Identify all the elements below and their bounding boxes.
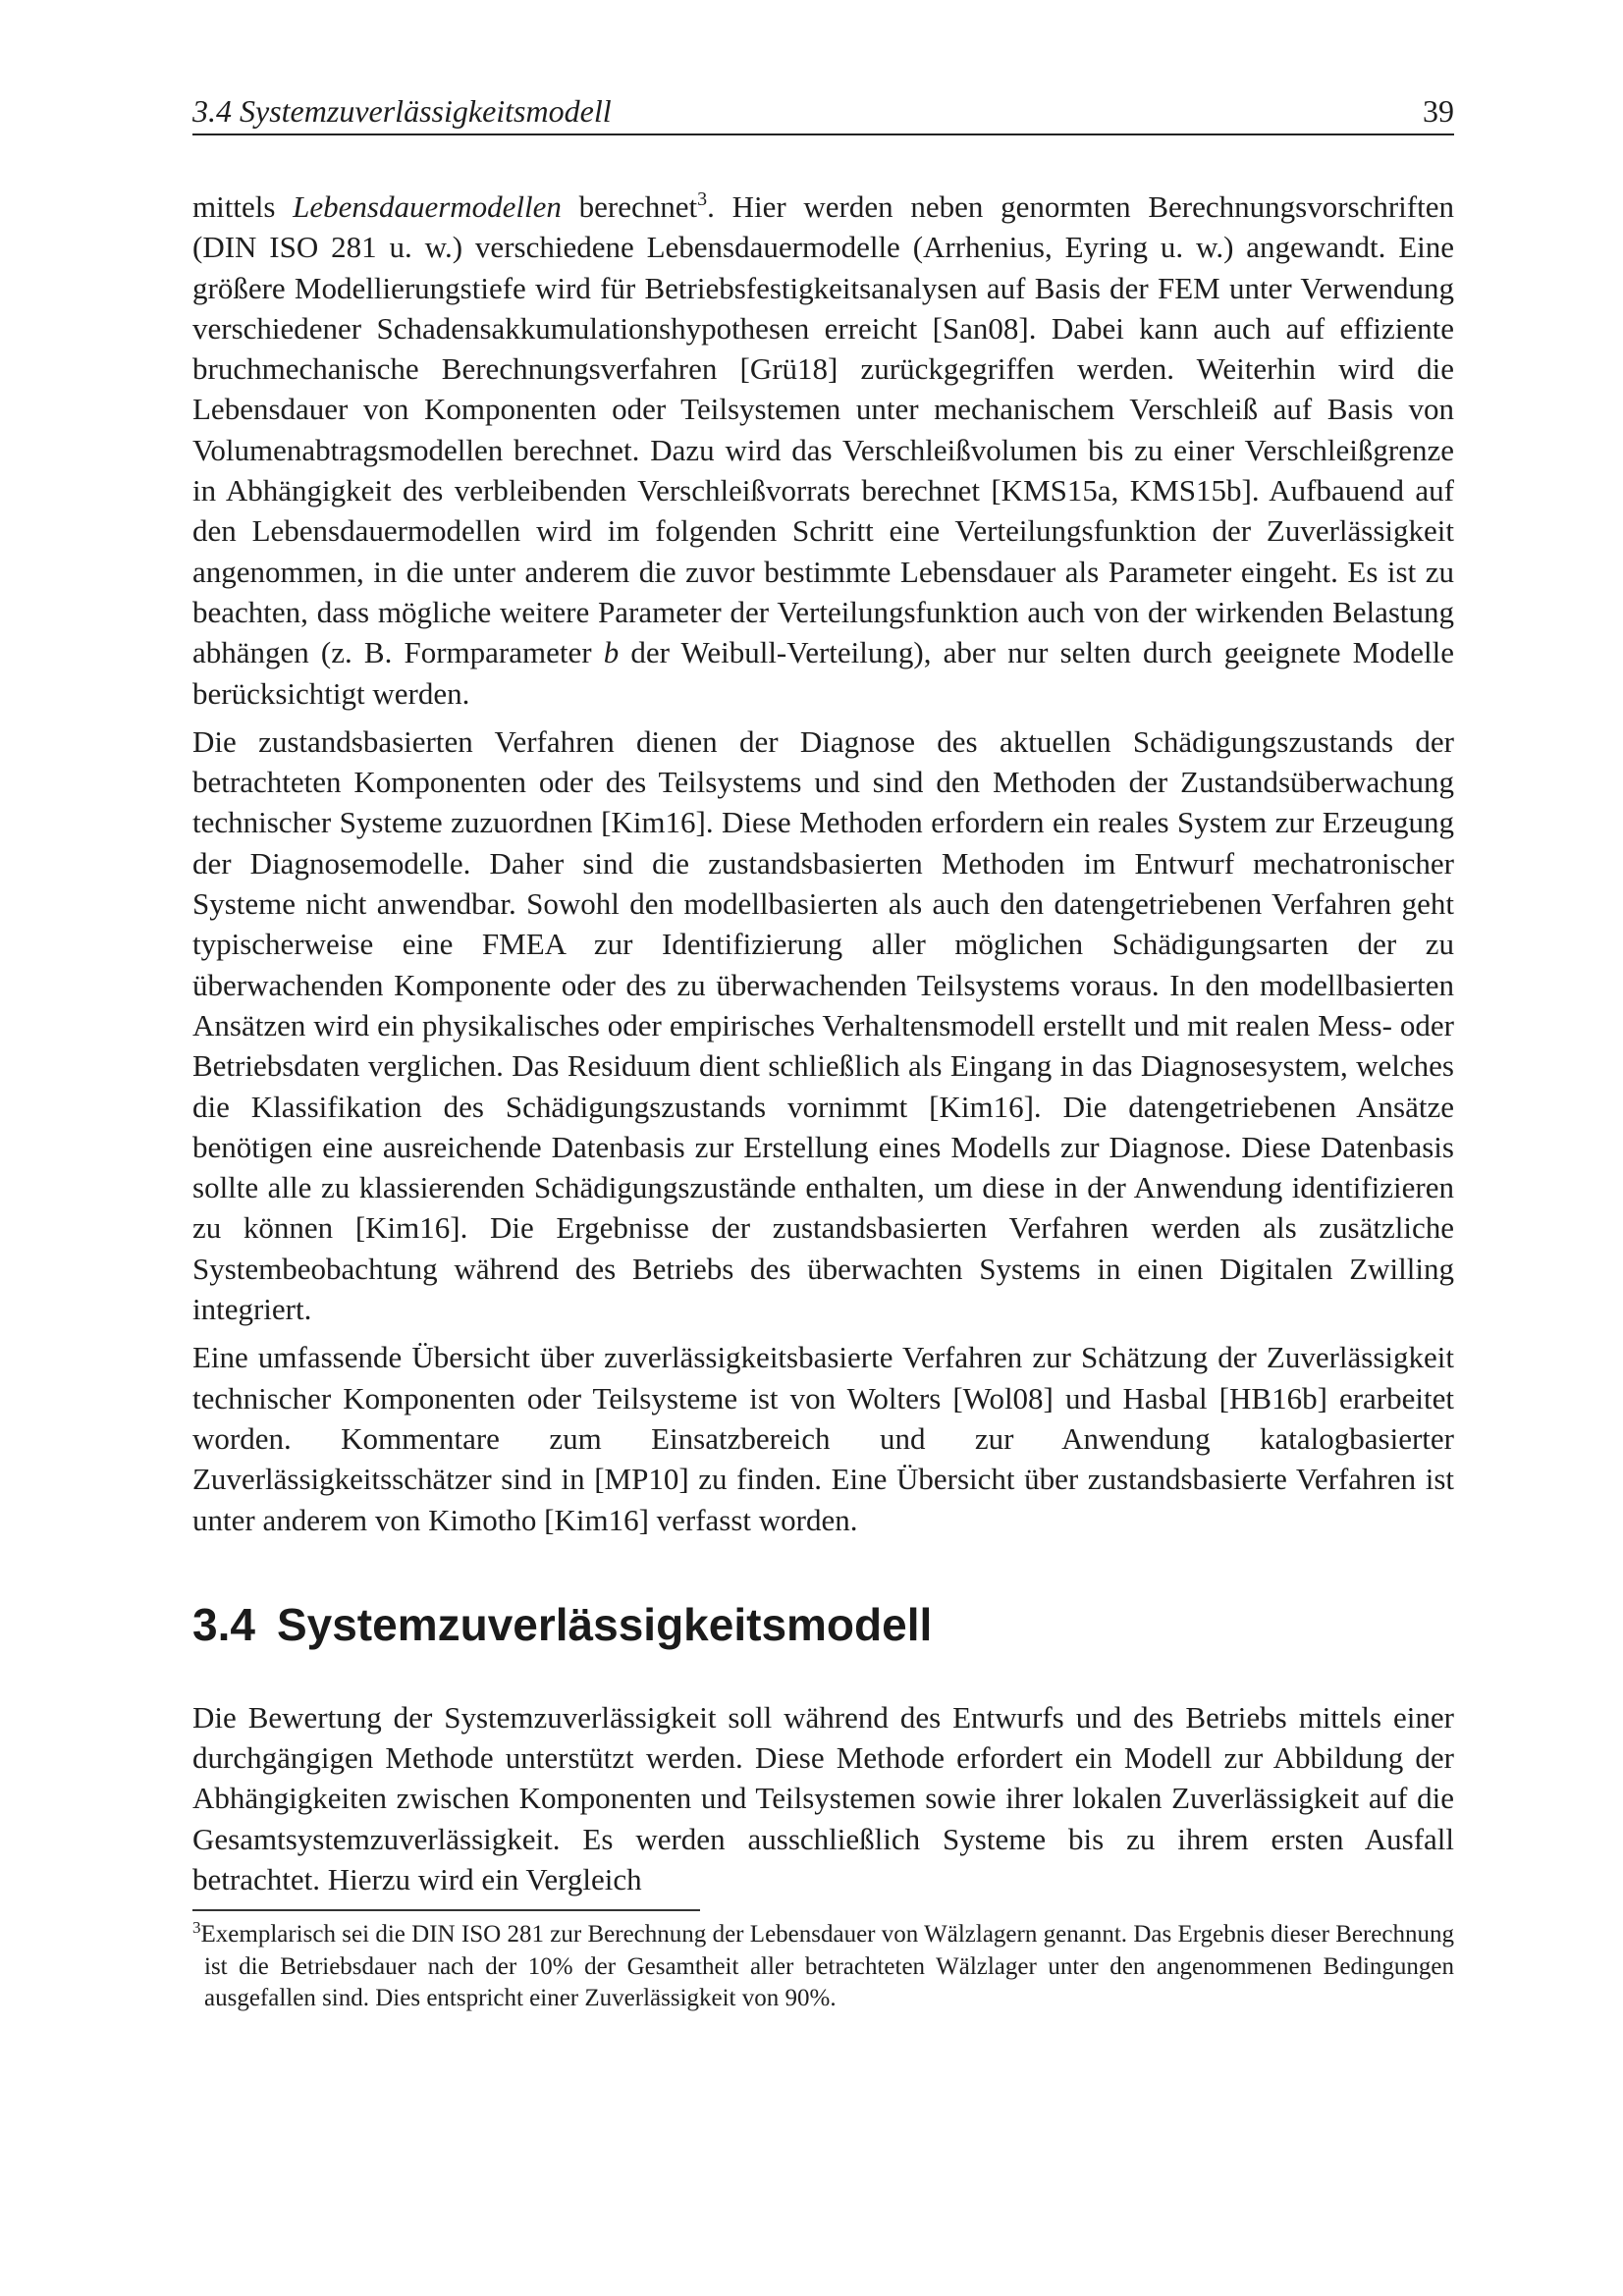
section-title: Systemzuverlässigkeitsmodell [276, 1598, 933, 1650]
footnote-text: Exemplarisch sei die DIN ISO 281 zur Berechnung der Lebensdauer von Wälzlagern genannt. Das Ergebnis dieser Berechnung ist die Betriebsdauer nach der 10% der Gesamtheit aller betrachteten Wälzlager unter den angenommenen Bedingungen ausgefallen sind. Dies entspricht einer Zuverlässigkeit von 90%. [200, 1921, 1454, 2012]
running-header-title: 3.4 Systemzuverlässigkeitsmodell [192, 93, 612, 129]
page-number: 39 [1423, 93, 1454, 129]
paragraph-overview: Eine umfassende Übersicht über zuverlässigkeitsbasierte Verfahren zur Schätzung der Zuverlässigkeit technischer Komponenten oder Teilsysteme ist von Wolters [Wol08] und Hasbal [HB16b] erarbeitet worden. Kommentare zum Einsatzbereich und zur Anwendung katalogbasierter Zuverlässigkeitsschätzer sind in [MP10] zu finden. Eine Übersicht über zustandsbasierte Verfahren ist unter anderem von Kimotho [Kim16] verfasst worden. [192, 1340, 1454, 1537]
document-page [192, 88, 1454, 2015]
running-header [192, 88, 1454, 135]
paragraph-after-emphasis: berechnet [561, 189, 698, 224]
section-heading [192, 1595, 1454, 1654]
paragraph-system-reliability: Die Bewertung der Systemzuverlässigkeit soll während des Entwurfs und des Betriebs mittels einer durchgängigen Methode unterstützt werden. Diese Methode erfordert ein Modell zur Abbildung der Abhängigkeiten zwischen Komponenten und Teilsystemen sowie ihrer lokalen Zuverlässigkeit auf die Gesamtsystemzuverlässigkeit. Es werden ausschließlich Systeme bis zu ihrem ersten Ausfall betrachtet. Hierzu wird ein Vergleich [192, 1699, 1454, 1896]
math-variable: b [603, 635, 620, 670]
footnote-reference[interactable]: 3 [697, 188, 708, 210]
paragraph-lead: mittels [192, 189, 294, 224]
footnote [192, 1919, 1454, 2015]
footnote-divider [192, 1909, 700, 1911]
footnote-mark: 3 [192, 1918, 201, 1938]
paragraph-lifetime-models [192, 187, 1454, 714]
paragraph-tail: der Weibull-Verteilung), aber nur selten durch geeignete Modelle berücksichtigt werden. [192, 635, 1454, 711]
body-text [192, 187, 1454, 2015]
paragraph-body: . Hier werden neben genormten Berechnungsvorschriften (DIN ISO 281 u. w.) verschiedene Lebensdauermodelle (Arrhenius, Eyring u. w.) angewandt. Eine größere Modellierungstiefe wird für Betriebsfestigkeitsanalysen auf Basis der FEM unter Verwendung verschiedener Schadensakkumulationshypothesen erreicht [San08]. Dabei kann auch auf effiziente bruchmechanische Berechnungsverfahren [Grü18] zurückgegriffen werden. Weiterhin wird die Lebensdauer von Komponenten oder Teilsystemen unter mechanischem Verschleiß auf Basis von Volumenabtragsmodellen berechnet. Dazu wird das Verschleißvolumen bis zu einer Verschleißgrenze in Abhängigkeit des verbleibenden Verschleißvorrats berechnet [KMS15a, KMS15b]. Aufbauend auf den Lebensdauermodellen wird im folgenden Schritt eine Verteilungsfunktion der Zuverlässigkeit angenommen, in die unter anderem die zuvor bestimmte Lebensdauer als Parameter eingeht. Es ist zu beachten, dass mögliche weitere Parameter der Verteilungsfunktion auch von der wirkenden Belastung abhängen (z. B. Formparameter [192, 189, 1454, 670]
paragraph-condition-based: Die zustandsbasierten Verfahren dienen der Diagnose des aktuellen Schädigungszustands der betrachteten Komponenten oder des Teilsystems und sind den Methoden der Zustandsüberwachung technischer Systeme zuzuordnen [Kim16]. Diese Methoden erfordern ein reales System zur Erzeugung der Diagnosemodelle. Daher sind die zustandsbasierten Methoden im Entwurf mechatronischer Systeme nicht anwendbar. Sowohl den modellbasierten als auch den datengetriebenen Verfahren geht typischerweise eine FMEA zur Identifizierung aller möglichen Schädigungsarten der zu überwachenden Komponente oder des zu überwachenden Teilsystems voraus. In den modellbasierten Ansätzen wird ein physikalisches oder empirisches Verhaltensmodell erstellt und mit realen Mess- oder Betriebsdaten verglichen. Das Residuum dient schließlich als Eingang in das Diagnosesystem, welches die Klassifikation des Schädigungszustands vornimmt [Kim16]. Die datengetriebenen Ansätze benötigen eine ausreichende Datenbasis zur Erstellung eines Modells zur Diagnose. Diese Datenbasis sollte alle zu klassierenden Schädigungszustände enthalten, um diese in der Anwendung identifizieren zu können [Kim16]. Die Ergebnisse der zustandsbasierten Verfahren werden als zusätzliche Systembeobachtung während des Betriebs des überwachten Systems in einen Digitalen Zwilling integriert. [192, 723, 1454, 1327]
emphasis-term: Lebensdauermodellen [293, 189, 562, 224]
section-number: 3.4 [192, 1598, 255, 1650]
